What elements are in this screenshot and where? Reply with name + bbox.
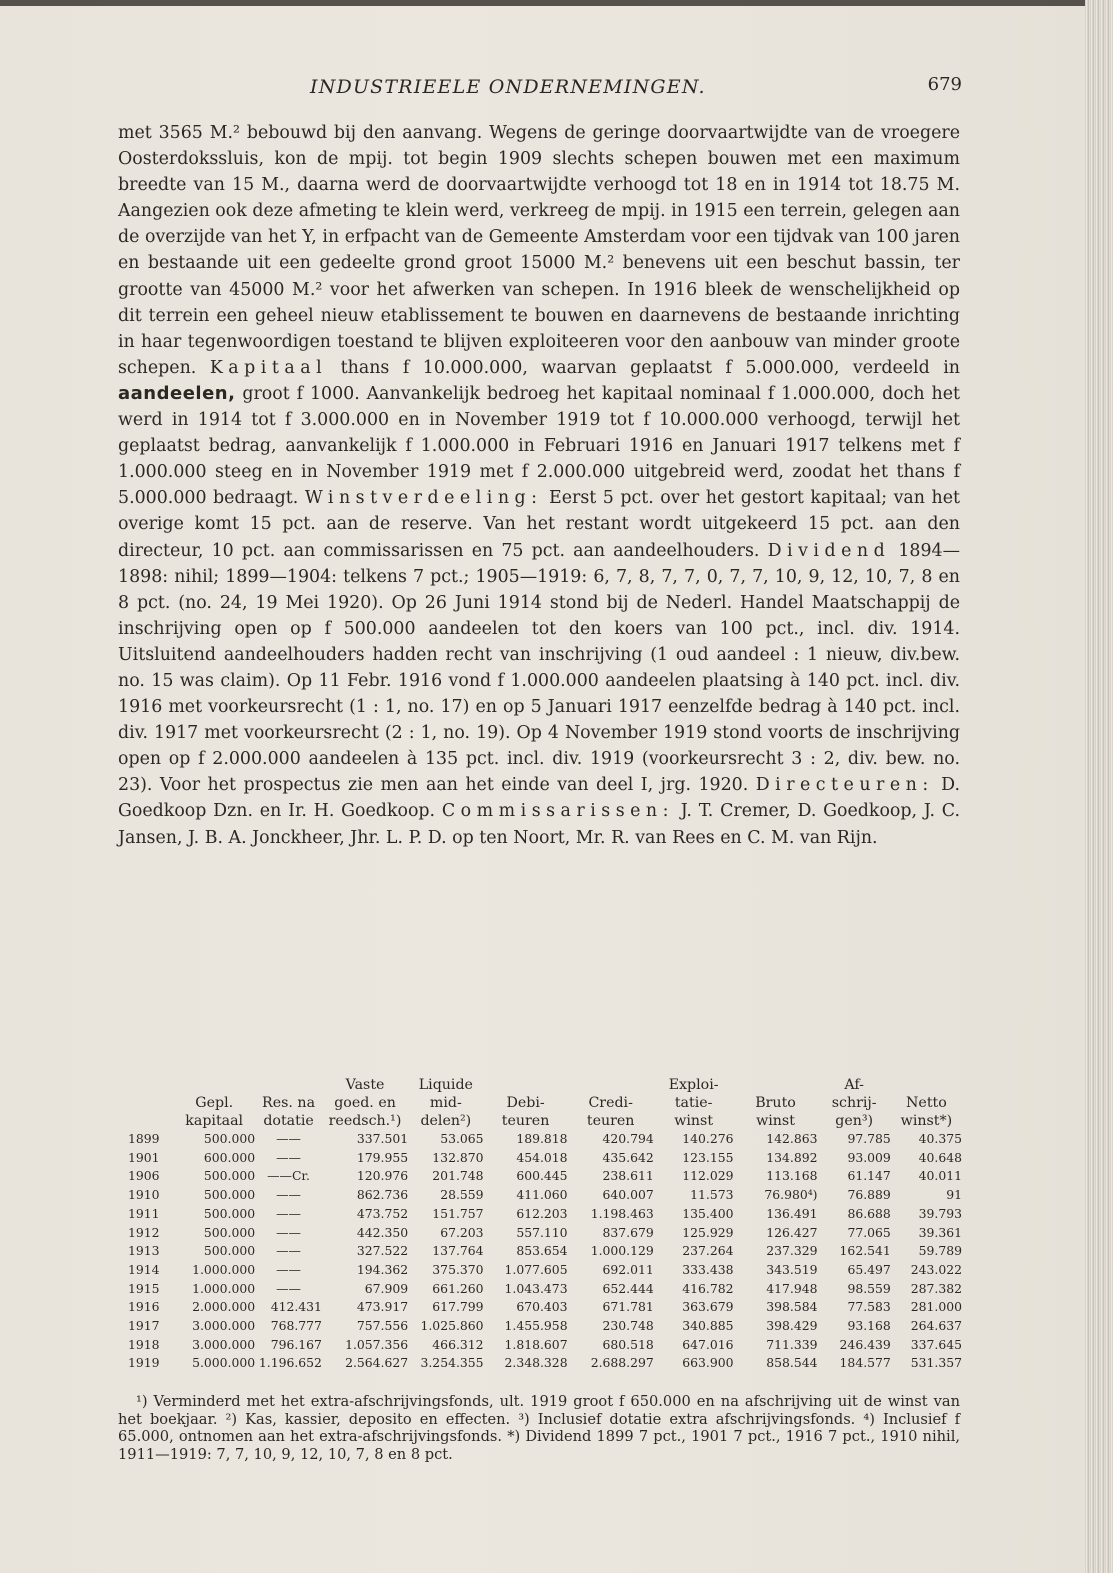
column-header xyxy=(128,1076,173,1094)
value-cell: 454.018 xyxy=(516,1149,568,1165)
commissarissen-label: Commissarissen: xyxy=(441,801,674,822)
value-cell: 1.198.463 xyxy=(590,1205,654,1221)
column-header xyxy=(734,1076,818,1094)
value-cell: 500.000 xyxy=(203,1243,256,1259)
table-row xyxy=(128,1149,962,1168)
value-cell: 500.000 xyxy=(203,1131,256,1146)
value-cell: 28.559 xyxy=(440,1187,484,1203)
value-cell: 412.431 xyxy=(270,1299,322,1315)
value-cell: 337.645 xyxy=(910,1336,962,1352)
value-cell: 2.688.297 xyxy=(590,1355,654,1371)
value-cell: 98.559 xyxy=(847,1280,891,1296)
value-cell: 134.892 xyxy=(766,1149,818,1165)
table-row xyxy=(128,1280,962,1299)
financial-table xyxy=(128,1076,962,1373)
value-cell: 663.900 xyxy=(682,1355,734,1371)
value-cell: 194.362 xyxy=(356,1261,409,1277)
table-row xyxy=(128,1186,962,1205)
column-header: schrij- xyxy=(831,1095,877,1111)
value-cell: 136.491 xyxy=(766,1205,818,1221)
column-header: tatie- xyxy=(674,1095,713,1111)
column-header: winst*) xyxy=(900,1113,953,1129)
column-header xyxy=(255,1076,322,1094)
value-cell: 86.688 xyxy=(847,1205,891,1221)
value-cell: 1.196.652 xyxy=(258,1355,322,1371)
column-header: mid- xyxy=(429,1095,462,1111)
value-cell: 3.254.355 xyxy=(420,1355,484,1371)
running-header xyxy=(110,76,962,106)
value-cell: 442.350 xyxy=(356,1224,409,1240)
column-header: reedsch.¹) xyxy=(328,1113,402,1129)
body-text xyxy=(118,120,960,851)
value-cell: 151.757 xyxy=(432,1205,484,1221)
text-segment: J. T. Cremer, D. Goedkoop, J. C. Jansen, J. B. A. Jonckheer, Jhr. L. P. D. op ten Noort, Mr. R. van Rees en C. M. van Rijn. xyxy=(118,801,960,848)
value-cell: 67.909 xyxy=(364,1280,409,1296)
table-row xyxy=(128,1317,962,1336)
dividend-label: Dividend xyxy=(767,540,891,561)
value-cell: 796.167 xyxy=(270,1336,322,1352)
value-cell: 340.885 xyxy=(682,1318,734,1334)
value-cell: 61.147 xyxy=(847,1168,891,1184)
value-cell: —— xyxy=(276,1149,301,1165)
year-cell: 1913 xyxy=(128,1243,160,1259)
column-header xyxy=(891,1076,962,1094)
value-cell: 768.777 xyxy=(270,1318,322,1334)
value-cell: 264.637 xyxy=(910,1318,962,1334)
value-cell: 670.403 xyxy=(516,1299,568,1315)
value-cell: 500.000 xyxy=(203,1205,256,1221)
value-cell: 837.679 xyxy=(602,1224,654,1240)
kapitaal-label: Kapitaal xyxy=(209,357,328,378)
table-row xyxy=(128,1205,962,1224)
value-cell: 680.518 xyxy=(602,1336,654,1352)
header-title: INDUSTRIEELE ONDERNEMINGEN. xyxy=(310,76,706,98)
value-cell: 1.000.000 xyxy=(192,1280,256,1296)
column-header: dotatie xyxy=(263,1113,314,1129)
value-cell: 113.168 xyxy=(766,1168,818,1184)
page-top-edge xyxy=(0,0,1085,6)
value-cell: 3.000.000 xyxy=(192,1318,256,1334)
column-header: kapitaal xyxy=(185,1113,244,1129)
value-cell: 243.022 xyxy=(910,1261,962,1277)
value-cell: 600.445 xyxy=(516,1168,568,1184)
footnotes-text: ¹) Verminderd met het extra-afschrijvingsfonds, ult. 1919 groot f 650.000 en na afschrijving uit de winst van het boekjaar. ²) Kas, kassier, deposito en effecten. ³) Inclusief dotatie extra afschrijvingsfonds. ⁴) Inclusief f 65.000, ontnomen aan het extra-afschrijvingsfonds. *) Dividend 1899 7 pct., 1901 7 pct., 1916 7 pct., 1910 nihil, 1911—1919: 7, 7, 10, 9, 12, 10, 7, 8 en 8 pct. xyxy=(118,1393,960,1463)
table-header-row xyxy=(128,1112,962,1130)
value-cell: 473.917 xyxy=(356,1299,409,1315)
value-cell: 93.009 xyxy=(847,1149,891,1165)
year-cell: 1914 xyxy=(128,1261,160,1277)
value-cell: 858.544 xyxy=(766,1355,818,1371)
text-segment: D. Goedkoop Dzn. en Ir. H. Goedkoop. xyxy=(118,775,960,822)
column-header: gen³) xyxy=(835,1113,874,1129)
table-header xyxy=(128,1076,962,1130)
value-cell: 531.357 xyxy=(910,1355,962,1371)
value-cell: 661.260 xyxy=(432,1280,484,1296)
text-segment: thans f 10.000.000, waarvan geplaatst f 5.000.000, verdeeld in xyxy=(327,357,960,378)
column-header: Af- xyxy=(844,1077,864,1093)
value-cell: 612.203 xyxy=(516,1205,568,1221)
table-row xyxy=(128,1130,962,1149)
column-header: Res. na xyxy=(262,1095,316,1111)
value-cell: 1.057.356 xyxy=(345,1336,409,1352)
value-cell: 500.000 xyxy=(203,1187,256,1203)
value-cell: 416.782 xyxy=(682,1280,734,1296)
value-cell: 53.065 xyxy=(440,1131,484,1146)
year-cell: 1911 xyxy=(128,1205,160,1221)
value-cell: 91 xyxy=(946,1187,962,1203)
value-cell: 97.785 xyxy=(847,1131,891,1146)
value-cell: —— xyxy=(276,1224,301,1240)
value-cell: 126.427 xyxy=(766,1224,818,1240)
winstverdeeling-label: Winstverdeeling: xyxy=(304,488,543,509)
aandeelen-label: aandeelen, xyxy=(118,382,236,404)
value-cell: 466.312 xyxy=(432,1336,484,1352)
value-cell: 640.007 xyxy=(602,1187,654,1203)
value-cell: 65.497 xyxy=(847,1261,891,1277)
year-cell: 1918 xyxy=(128,1336,160,1352)
value-cell: 327.522 xyxy=(356,1243,409,1259)
value-cell: 420.794 xyxy=(602,1131,654,1146)
value-cell: 862.736 xyxy=(356,1187,409,1203)
value-cell: 201.748 xyxy=(432,1168,484,1184)
text-segment: Eerst 5 pct. over het gestort kapitaal; van het overige komt 15 pct. aan de reserve. Van het restant wordt uitgekeerd 15 pct. aan den directeur, 10 pct. aan commissarissen en 75 pct. aan aandeelhouders. xyxy=(118,488,960,561)
value-cell: 411.060 xyxy=(516,1187,568,1203)
table-body xyxy=(128,1130,962,1373)
value-cell: 40.011 xyxy=(918,1168,962,1184)
year-cell: 1915 xyxy=(128,1280,160,1296)
year-cell: 1906 xyxy=(128,1168,160,1184)
value-cell: 77.583 xyxy=(847,1299,891,1315)
value-cell: —— xyxy=(276,1187,301,1203)
value-cell: 5.000.000 xyxy=(192,1355,256,1371)
column-header: goed. en xyxy=(334,1095,396,1111)
text-segment: groot f 1000. Aanvankelijk bedroeg het kapitaal nominaal f 1.000.000, doch het werd in 1914 tot f 3.000.000 en in November 1919 tot f 10.000.000 verhoogd, terwijl het geplaatst bedrag, aanvankelijk f 1.000.000 in Februari 1916 en Januari 1917 telkens met f 1.000.000 steeg en in November 1919 met f 2.000.000 uitgebreid werd, zoodat het thans f 5.000.000 bedraagt. xyxy=(118,383,960,509)
column-header: delen²) xyxy=(420,1113,472,1129)
value-cell: 337.501 xyxy=(356,1131,409,1146)
table-row xyxy=(128,1261,962,1280)
value-cell: 600.000 xyxy=(203,1149,256,1165)
value-cell: 76.889 xyxy=(847,1187,891,1203)
table-header-row xyxy=(128,1094,962,1112)
year-cell: 1901 xyxy=(128,1149,160,1165)
value-cell: 142.863 xyxy=(766,1131,818,1146)
directeuren-label: Directeuren: xyxy=(755,775,934,796)
year-cell: 1912 xyxy=(128,1224,160,1240)
value-cell: 281.000 xyxy=(910,1299,962,1315)
value-cell: 647.016 xyxy=(682,1336,734,1352)
value-cell: 473.752 xyxy=(356,1205,409,1221)
value-cell: 140.276 xyxy=(682,1131,734,1146)
value-cell: 132.870 xyxy=(432,1149,484,1165)
value-cell: 93.168 xyxy=(847,1318,891,1334)
value-cell: 1.025.860 xyxy=(420,1318,484,1334)
value-cell: 1.043.473 xyxy=(504,1280,568,1296)
value-cell: 189.818 xyxy=(516,1131,568,1146)
value-cell: ——Cr. xyxy=(267,1168,310,1184)
value-cell: 237.329 xyxy=(766,1243,818,1259)
column-header xyxy=(128,1112,173,1130)
column-header xyxy=(568,1076,654,1094)
table-row xyxy=(128,1242,962,1261)
value-cell: 1.000.129 xyxy=(590,1243,654,1259)
column-header: Bruto xyxy=(755,1095,796,1111)
year-cell: 1919 xyxy=(128,1355,160,1371)
value-cell: 112.029 xyxy=(682,1168,734,1184)
page-number: 679 xyxy=(927,74,962,95)
column-header: teuren xyxy=(586,1113,635,1129)
year-cell: 1917 xyxy=(128,1318,160,1334)
value-cell: 40.648 xyxy=(918,1149,962,1165)
value-cell: 435.642 xyxy=(602,1149,654,1165)
year-cell: 1910 xyxy=(128,1187,160,1203)
value-cell: 2.000.000 xyxy=(192,1299,256,1315)
column-header: Gepl. xyxy=(195,1095,234,1111)
table-row xyxy=(128,1224,962,1243)
value-cell: 287.382 xyxy=(910,1280,962,1296)
value-cell: 246.439 xyxy=(839,1336,891,1352)
value-cell: 3.000.000 xyxy=(192,1336,256,1352)
column-header xyxy=(128,1094,173,1112)
value-cell: 757.556 xyxy=(356,1318,409,1334)
value-cell: —— xyxy=(276,1261,301,1277)
value-cell: 671.781 xyxy=(602,1299,654,1315)
column-header: Debi- xyxy=(506,1095,545,1111)
value-cell: 76.980⁴) xyxy=(764,1187,818,1203)
value-cell: 500.000 xyxy=(203,1224,256,1240)
value-cell: 363.679 xyxy=(682,1299,734,1315)
table-row xyxy=(128,1167,962,1186)
value-cell: 184.577 xyxy=(839,1355,891,1371)
column-header: winst xyxy=(756,1113,795,1129)
book-page-edges xyxy=(1085,0,1113,1573)
value-cell: —— xyxy=(276,1280,301,1296)
text-segment: 1894—1898: nihil; 1899—1904: telkens 7 pct.; 1905—1919: 6, 7, 8, 7, 7, 0, 7, 7, 10, 9, 12, 10, 7, 8 en 8 pct. (no. 24, 19 Mei 1920). Op 26 Juni 1914 stond bij de Nederl. Handel Maatschappij de inschrijving open op f 500.000 aandeelen tot den koers van 100 pct., incl. div. 1914. Uitsluitend aandeelhouders hadden recht van inschrijving (1 oud aandeel : 1 nieuw, div.bew. no. 15 was claim). Op 11 Febr. 1916 vond f 1.000.000 aandeelen plaatsing à 140 pct. incl. div. 1916 met voorkeursrecht (1 : 1, no. 17) en op 5 Januari 1917 eenzelfde bedrag à 140 pct. incl. div. 1917 met voorkeursrecht (2 : 1, no. 19). Op 4 November 1919 stond voorts de inschrijving open op f 2.000.000 aandeelen à 135 pct. incl. div. 1919 (voorkeursrecht 3 : 2, div. bew. no. 23). Voor het prospectus zie men aan het einde van deel I, jrg. 1920. xyxy=(118,540,960,796)
value-cell: 1.077.605 xyxy=(504,1261,568,1277)
value-cell: 1.818.607 xyxy=(504,1336,568,1352)
value-cell: 162.541 xyxy=(839,1243,891,1259)
value-cell: 2.348.328 xyxy=(504,1355,568,1371)
value-cell: —— xyxy=(276,1131,301,1146)
value-cell: 40.375 xyxy=(918,1131,962,1146)
column-header: Vaste xyxy=(345,1077,385,1093)
footnotes xyxy=(118,1393,960,1463)
value-cell: 711.339 xyxy=(766,1336,818,1352)
value-cell: 59.789 xyxy=(918,1243,962,1259)
company-paragraph xyxy=(118,120,960,851)
table-header-row xyxy=(128,1076,962,1094)
value-cell: 617.799 xyxy=(432,1299,484,1315)
value-cell: 179.955 xyxy=(356,1149,409,1165)
value-cell: 238.611 xyxy=(602,1168,654,1184)
value-cell: 1.000.000 xyxy=(192,1261,256,1277)
value-cell: 343.519 xyxy=(766,1261,818,1277)
value-cell: 333.438 xyxy=(682,1261,734,1277)
value-cell: 125.929 xyxy=(682,1224,734,1240)
year-cell: 1916 xyxy=(128,1299,160,1315)
value-cell: 2.564.627 xyxy=(345,1355,409,1371)
column-header: Liquide xyxy=(418,1077,473,1093)
value-cell: 557.110 xyxy=(516,1224,568,1240)
value-cell: 230.748 xyxy=(602,1318,654,1334)
table-row xyxy=(128,1336,962,1355)
column-header: Netto xyxy=(906,1095,947,1111)
value-cell: 67.203 xyxy=(440,1224,484,1240)
table-row xyxy=(128,1354,962,1373)
value-cell: —— xyxy=(276,1205,301,1221)
value-cell: 853.654 xyxy=(516,1243,568,1259)
value-cell: 375.370 xyxy=(432,1261,484,1277)
value-cell: 692.011 xyxy=(602,1261,654,1277)
value-cell: 120.976 xyxy=(356,1168,409,1184)
year-cell: 1899 xyxy=(128,1131,160,1146)
text-segment: met 3565 M.² bebouwd bij den aanvang. Wegens de geringe doorvaartwijdte van de vroegere Oosterdokssluis, kon de mpij. tot begin 1909 slechts schepen bouwen met een maximum breedte van 15 M., daarna werd de doorvaartwijdte verhoogd tot 18 en in 1914 tot 18.75 M. Aangezien ook deze afmeting te klein werd, verkreeg de mpij. in 1915 een terrein, gelegen aan de overzijde van het Y, in erfpacht van de Gemeente Amsterdam voor een tijdvak van 100 jaren en bestaande uit een gedeelte grond groot 15000 M.² benevens uit een beschut bassin, ter grootte van 45000 M.² voor het afwerken van schepen. In 1916 bleek de wenschelijkheid op dit terrein een geheel nieuw etablissement te bouwen en daarnevens de bestaande inrichting in haar tegenwoordigen toestand te blijven exploiteeren voor den aanbouw van minder groote schepen. xyxy=(118,123,960,378)
column-header: winst xyxy=(674,1113,714,1129)
value-cell: 39.793 xyxy=(918,1205,962,1221)
value-cell: 398.429 xyxy=(766,1318,818,1334)
value-cell: 123.155 xyxy=(682,1149,734,1165)
column-header xyxy=(484,1076,568,1094)
value-cell: 135.400 xyxy=(682,1205,734,1221)
value-cell: 39.361 xyxy=(918,1224,962,1240)
value-cell: 1.455.958 xyxy=(504,1318,568,1334)
value-cell: 500.000 xyxy=(203,1168,256,1184)
column-header: teuren xyxy=(501,1113,550,1129)
value-cell: —— xyxy=(276,1243,301,1259)
value-cell: 137.764 xyxy=(432,1243,484,1259)
value-cell: 652.444 xyxy=(602,1280,654,1296)
value-cell: 237.264 xyxy=(682,1243,734,1259)
value-cell: 398.584 xyxy=(766,1299,818,1315)
column-header xyxy=(173,1076,255,1094)
value-cell: 417.948 xyxy=(766,1280,818,1296)
column-header: Credi- xyxy=(588,1095,633,1111)
column-header: Exploi- xyxy=(668,1077,719,1093)
table-row xyxy=(128,1298,962,1317)
value-cell: 77.065 xyxy=(847,1224,891,1240)
value-cell: 11.573 xyxy=(690,1187,734,1203)
